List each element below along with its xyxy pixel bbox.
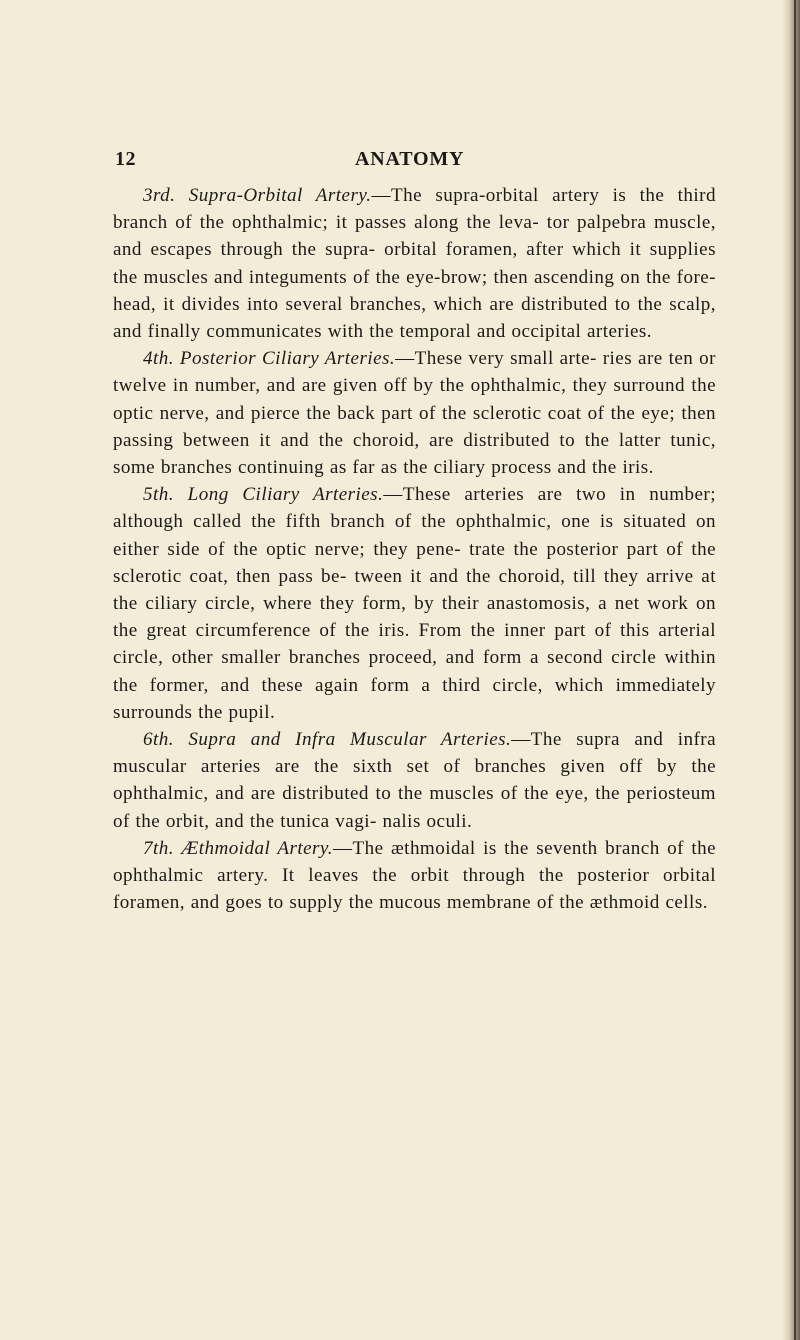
paragraph-lead: 6th. Supra and Infra Muscular Arteries. xyxy=(143,729,512,751)
paragraph-lead: 4th. Posterior Ciliary Arteries. xyxy=(143,348,396,370)
paragraph-long-ciliary xyxy=(113,481,716,726)
paragraph-body: —The supra-orbital artery is the third branch of the ophthalmic; it passes along the leva- tor palpebra muscle, and escapes through the supra- orbital foramen, after which it supplies the muscles and integuments of the eye-brow; then ascending on the fore- head, it divides into several branches, which are distributed to the scalp, and finally communicates with the temporal and occipital arteries. xyxy=(113,185,716,343)
paragraph-lead: 5th. Long Ciliary Arteries. xyxy=(143,484,384,506)
running-header xyxy=(107,148,707,172)
paragraph-lead: 3rd. Supra-Orbital Artery. xyxy=(143,185,372,206)
page-edge-line xyxy=(794,0,796,1340)
body-text xyxy=(113,182,716,916)
paragraph-muscular xyxy=(113,726,716,835)
paragraph-posterior-ciliary xyxy=(113,345,716,481)
paragraph-lead: 7th. Æthmoidal Artery. xyxy=(143,837,334,859)
paragraph-supra-orbital xyxy=(113,182,716,345)
paragraph-body: —These arteries are two in number; although called the fifth branch of the ophthalmic, one is situated on either side of the optic nerve; they pene- trate the posterior part of the sclerotic coat, then pass be- tween it and the choroid, till they arrive at the ciliary circle, where they form, by their anastomosis, a net work on the great circumference of the iris. From the inner part of this arterial circle, other smaller branches proceed, and form a second circle within the former, and these again form a third circle, which immediately surrounds the pupil. xyxy=(113,484,716,723)
paragraph-body: —These very small arte- ries are ten or twelve in number, and are given off by the ophthalmic, they surround the optic nerve, and pierce the back part of the sclerotic coat of the eye; then passing between it and the choroid, are distributed to the latter tunic, some branches continuing as far as the ciliary process and the iris. xyxy=(113,348,716,479)
page-number: 12 xyxy=(115,148,136,170)
paragraph-aethmoidal xyxy=(113,835,716,917)
page-edge-shadow xyxy=(782,0,800,1340)
paragraph-body: —The æthmoidal is the seventh branch of the ophthalmic artery. It leaves the orbit through the posterior orbital foramen, and goes to supply the mucous membrane of the æthmoid cells. xyxy=(113,837,717,914)
paragraph-body: —The supra and infra muscular arteries are the sixth set of branches given off by the ophthalmic, and are distributed to the muscles of the eye, the periosteum of the orbit, and the tunica vagi- nalis oculi. xyxy=(113,729,716,832)
running-head-title: ANATOMY xyxy=(355,148,465,170)
